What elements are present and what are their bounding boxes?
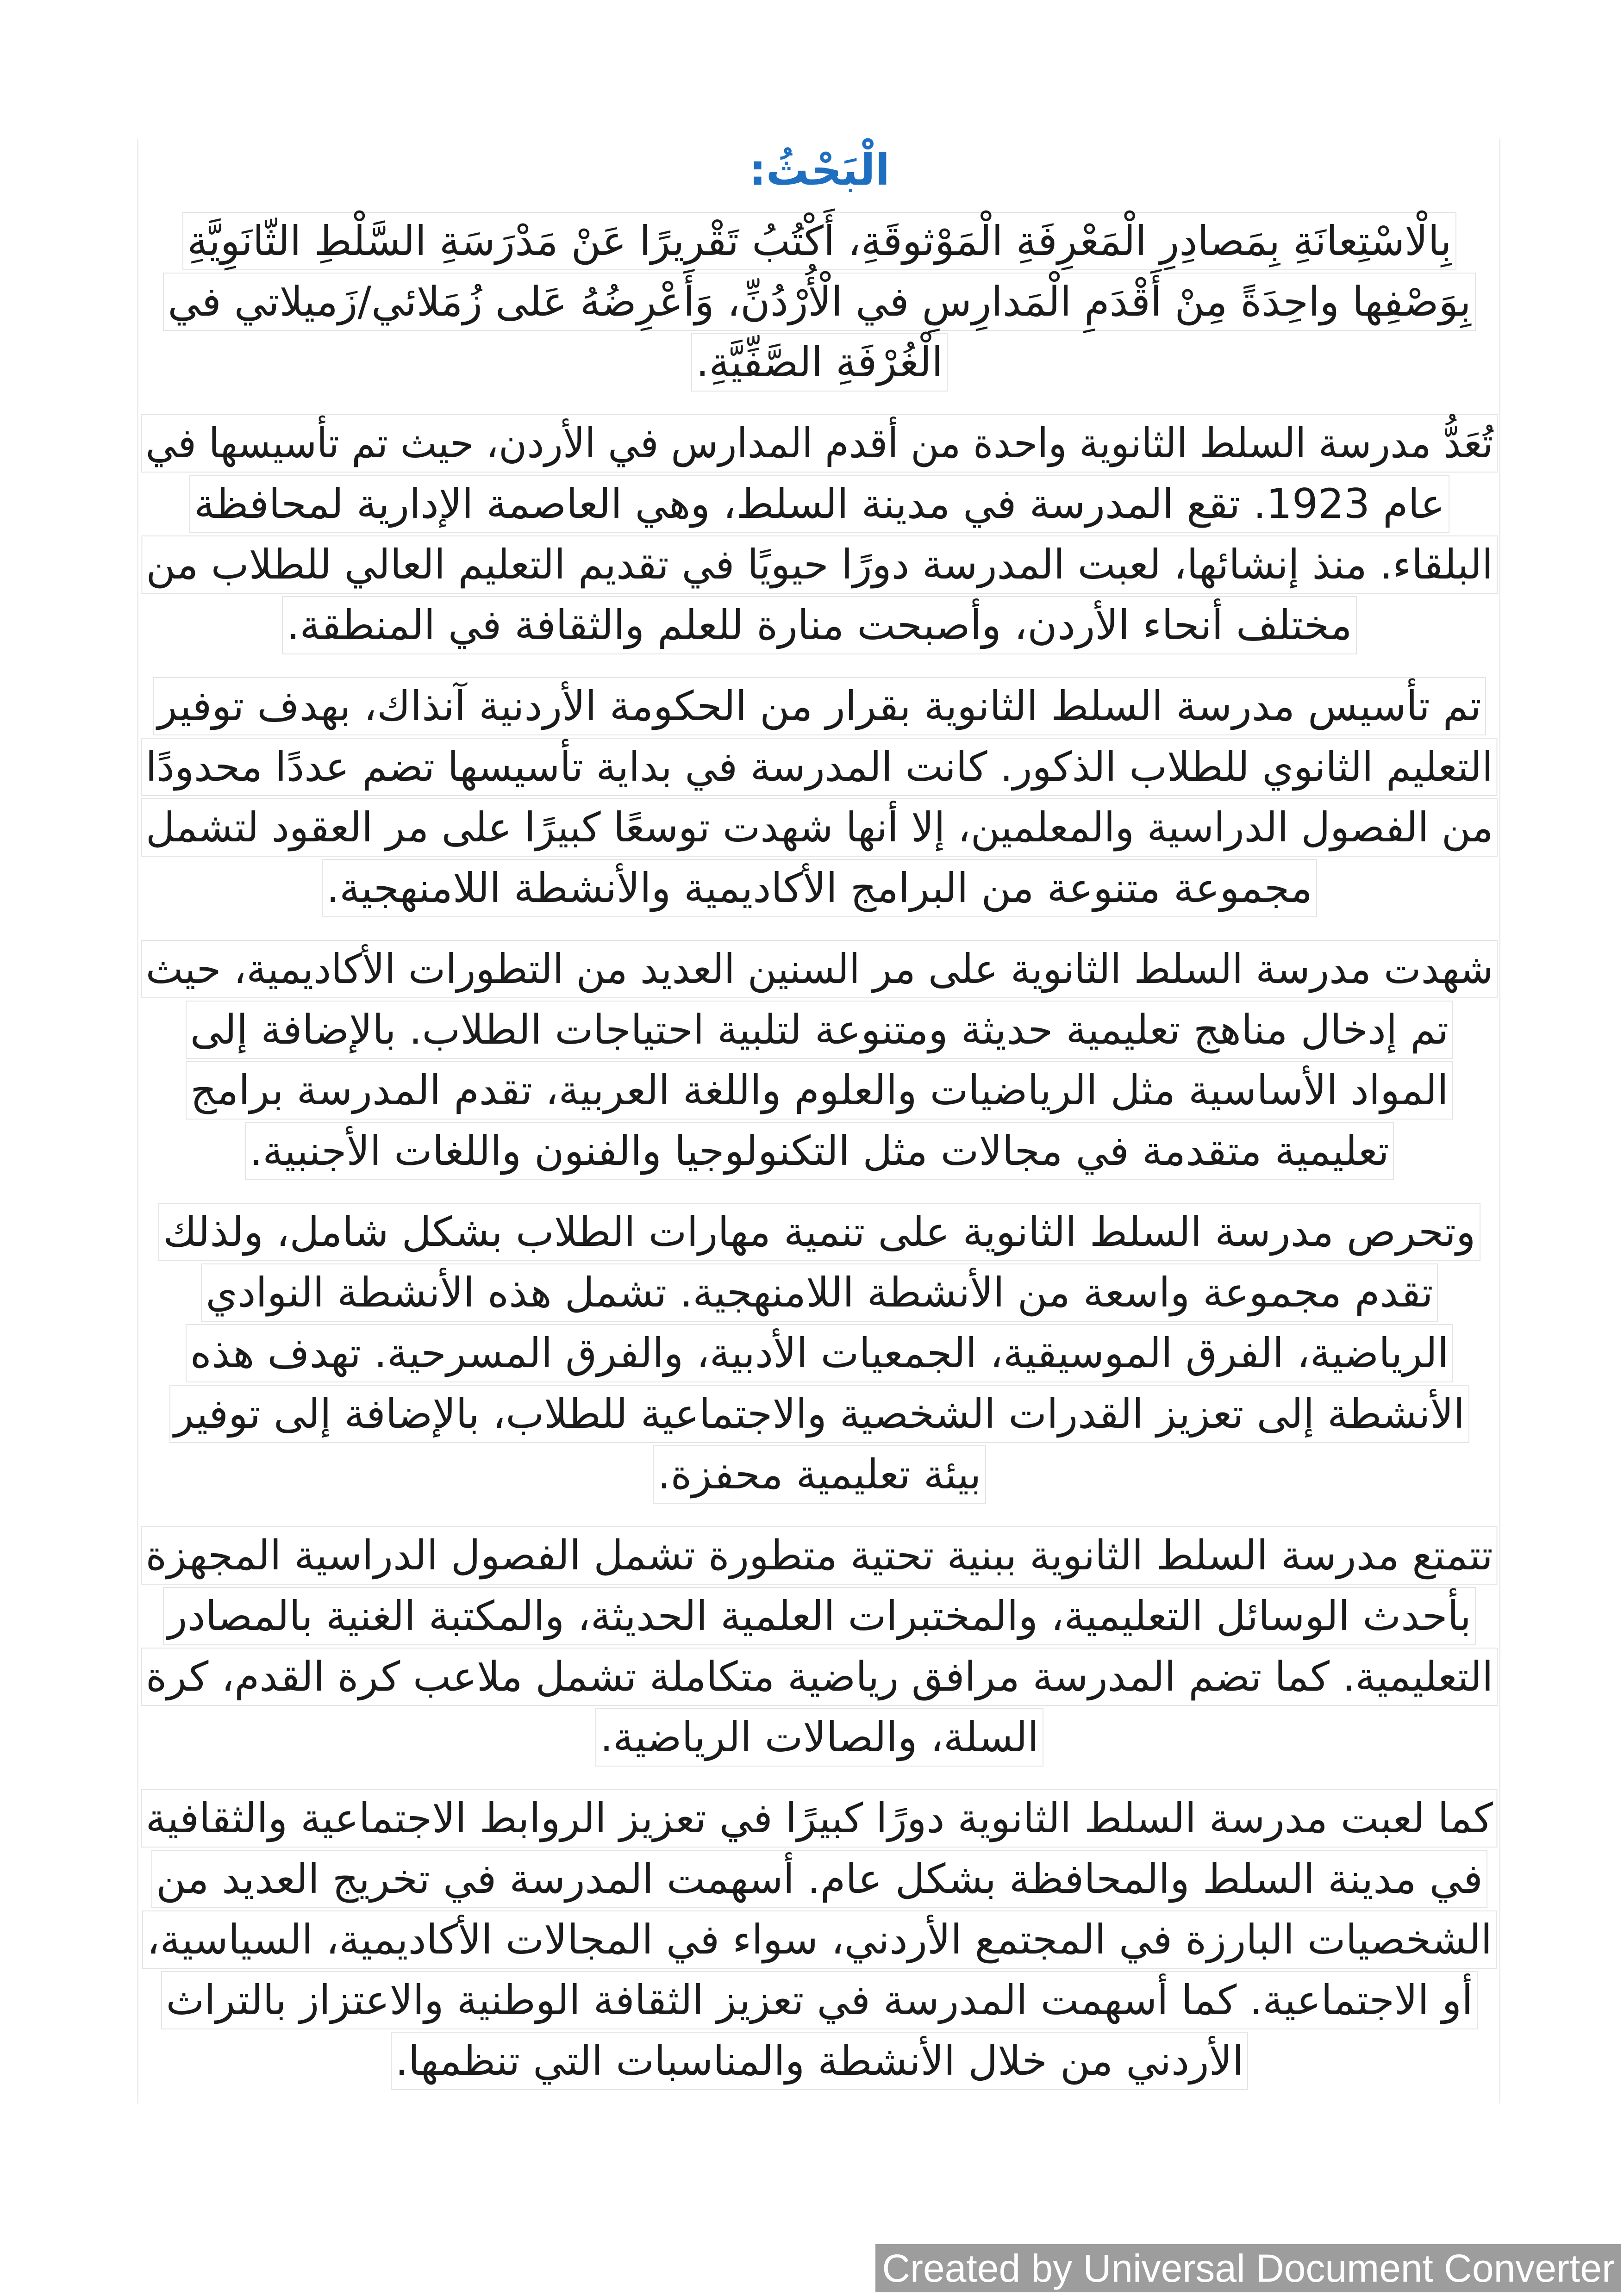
text-line-content: الأردني من خلال الأنشطة والمناسبات التي تنظمها. [391,2032,1249,2090]
text-line [139,1586,1500,1646]
page-title: الْبَحْثُ: [749,145,890,195]
text-line [139,473,1500,534]
text-line [139,736,1500,797]
text-line-content: المواد الأساسية مثل الرياضيات والعلوم واللغة العربية، تقدم المدرسة برامج [186,1061,1453,1120]
text-line [139,413,1500,473]
text-line-content: التعليمية. كما تضم المدرسة مرافق رياضية متكاملة تشمل ملاعب كرة القدم، كرة [141,1648,1498,1706]
text-line [139,595,1500,655]
text-line-content: التعليم الثانوي للطلاب الذكور. كانت المدرسة في بداية تأسيسها تضم عددًا محدودًا [141,738,1498,796]
text-line-content: تُعَدُّ مدرسة السلط الثانوية واحدة من أقدم المدارس في الأردن، حيث تم تأسيسها في [141,414,1498,473]
text-line [139,1060,1500,1120]
text-line-content: عام 1923. تقع المدرسة في مدينة السلط، وهي العاصمة الإدارية لمحافظة [189,475,1449,533]
text-line-content: الشخصيات البارزة في المجتمع الأردني، سواء في المجالات الأكاديمية، السياسية، [142,1910,1497,1969]
text-line-content: السلة، والصالات الرياضية. [595,1708,1043,1767]
text-line-content: بيئة تعليمية محفزة. [653,1445,986,1504]
left-margin-guide [137,139,138,2103]
text-line-content: مجموعة متنوعة من البرامج الأكاديمية والأنشطة اللامنهجية. [322,859,1317,917]
text-line [139,1262,1500,1323]
document-body [139,140,1500,2091]
text-line [139,1970,1500,2030]
text-line-content: بأحدث الوسائل التعليمية، والمختبرات العلمية الحديثة، والمكتبة الغنية بالمصادر [163,1587,1476,1645]
text-line [139,1525,1500,1586]
text-line [139,676,1500,736]
text-line [139,999,1500,1060]
paragraph-introduction [139,413,1500,655]
paragraph-community-role [139,1788,1500,2091]
paragraph-task-instructions [139,211,1500,392]
text-line-content: أو الاجتماعية. كما أسهمت المدرسة في تعزيز الثقافة الوطنية والاعتزاز بالتراث [161,1971,1477,2029]
text-line [139,271,1500,332]
text-line [139,858,1500,918]
converter-stamp: Created by Universal Document Converter [875,2244,1621,2292]
text-line-content: الأنشطة إلى تعزيز القدرات الشخصية والاجتماعية للطلاب، بالإضافة إلى توفير [169,1385,1469,1443]
text-line-content: مختلف أنحاء الأردن، وأصبحت منارة للعلم والثقافة في المنطقة. [282,596,1356,654]
text-line [139,332,1500,392]
text-line [139,1444,1500,1505]
text-line [139,797,1500,858]
text-line-content: تقدم مجموعة واسعة من الأنشطة اللامنهجية. تشمل هذه الأنشطة النوادي [201,1263,1437,1322]
text-line-content: الرياضية، الفرق الموسيقية، الجمعيات الأدبية، والفرق المسرحية. تهدف هذه [186,1324,1454,1382]
title-row [139,140,1500,200]
text-line-content: الْغُرْفَةِ الصَّفِّيَّةِ. [691,333,947,392]
text-line [139,1383,1500,1444]
text-line [139,1707,1500,1767]
text-line [139,211,1500,271]
paragraph-founding [139,676,1500,918]
text-line [139,1120,1500,1181]
text-line [139,1646,1500,1707]
text-line-content: تتمتع مدرسة السلط الثانوية ببنية تحتية متطورة تشمل الفصول الدراسية المجهزة [141,1526,1498,1585]
text-line [139,1323,1500,1383]
text-line-content: بِوَصْفِها واحِدَةً مِنْ أَقْدَمِ الْمَدارِسِ في الْأُرْدُنِّ، وَأَعْرِضُهُ عَلى زُمَلائي/زَميلاتي في [163,273,1475,331]
text-line-content: من الفصول الدراسية والمعلمين، إلا أنها شهدت توسعًا كبيرًا على مر العقود لتشمل [141,798,1498,857]
text-line [139,1201,1500,1262]
paragraph-academics [139,939,1500,1181]
text-line-content: تم إدخال مناهج تعليمية حديثة ومتنوعة لتلبية احتياجات الطلاب. بالإضافة إلى [186,1001,1454,1059]
text-line [139,534,1500,595]
text-line-content: وتحرص مدرسة السلط الثانوية على تنمية مهارات الطلاب بشكل شامل، ولذلك [158,1203,1480,1261]
text-line [139,1909,1500,1970]
text-line-content: تعليمية متقدمة في مجالات مثل التكنولوجيا والفنون واللغات الأجنبية. [245,1122,1394,1180]
text-line [139,2030,1500,2091]
text-line-content: في مدينة السلط والمحافظة بشكل عام. أسهمت المدرسة في تخريج العديد من [151,1850,1487,1908]
paragraph-facilities [139,1525,1500,1767]
text-line-content: البلقاء. منذ إنشائها، لعبت المدرسة دورًا حيويًا في تقديم التعليم العالي للطلاب من [141,535,1498,594]
text-line [139,1788,1500,1848]
text-line-content: بِالْاسْتِعانَةِ بِمَصادِرِ الْمَعْرِفَةِ الْمَوْثوقَةِ، أَكْتُبُ تَقْريرًا عَنْ مَدْرَسَةِ السَّلْطِ الثّانَوِيَّةِ [182,212,1456,270]
text-line [139,1848,1500,1909]
text-line [139,939,1500,999]
text-line-content: شهدت مدرسة السلط الثانوية على مر السنين العديد من التطورات الأكاديمية، حيث [141,940,1498,998]
text-line-content: كما لعبت مدرسة السلط الثانوية دورًا كبيرًا في تعزيز الروابط الاجتماعية والثقافية [141,1789,1498,1848]
paragraph-activities [139,1201,1500,1505]
text-line-content: تم تأسيس مدرسة السلط الثانوية بقرار من الحكومة الأردنية آنذاك، بهدف توفير [153,677,1486,735]
